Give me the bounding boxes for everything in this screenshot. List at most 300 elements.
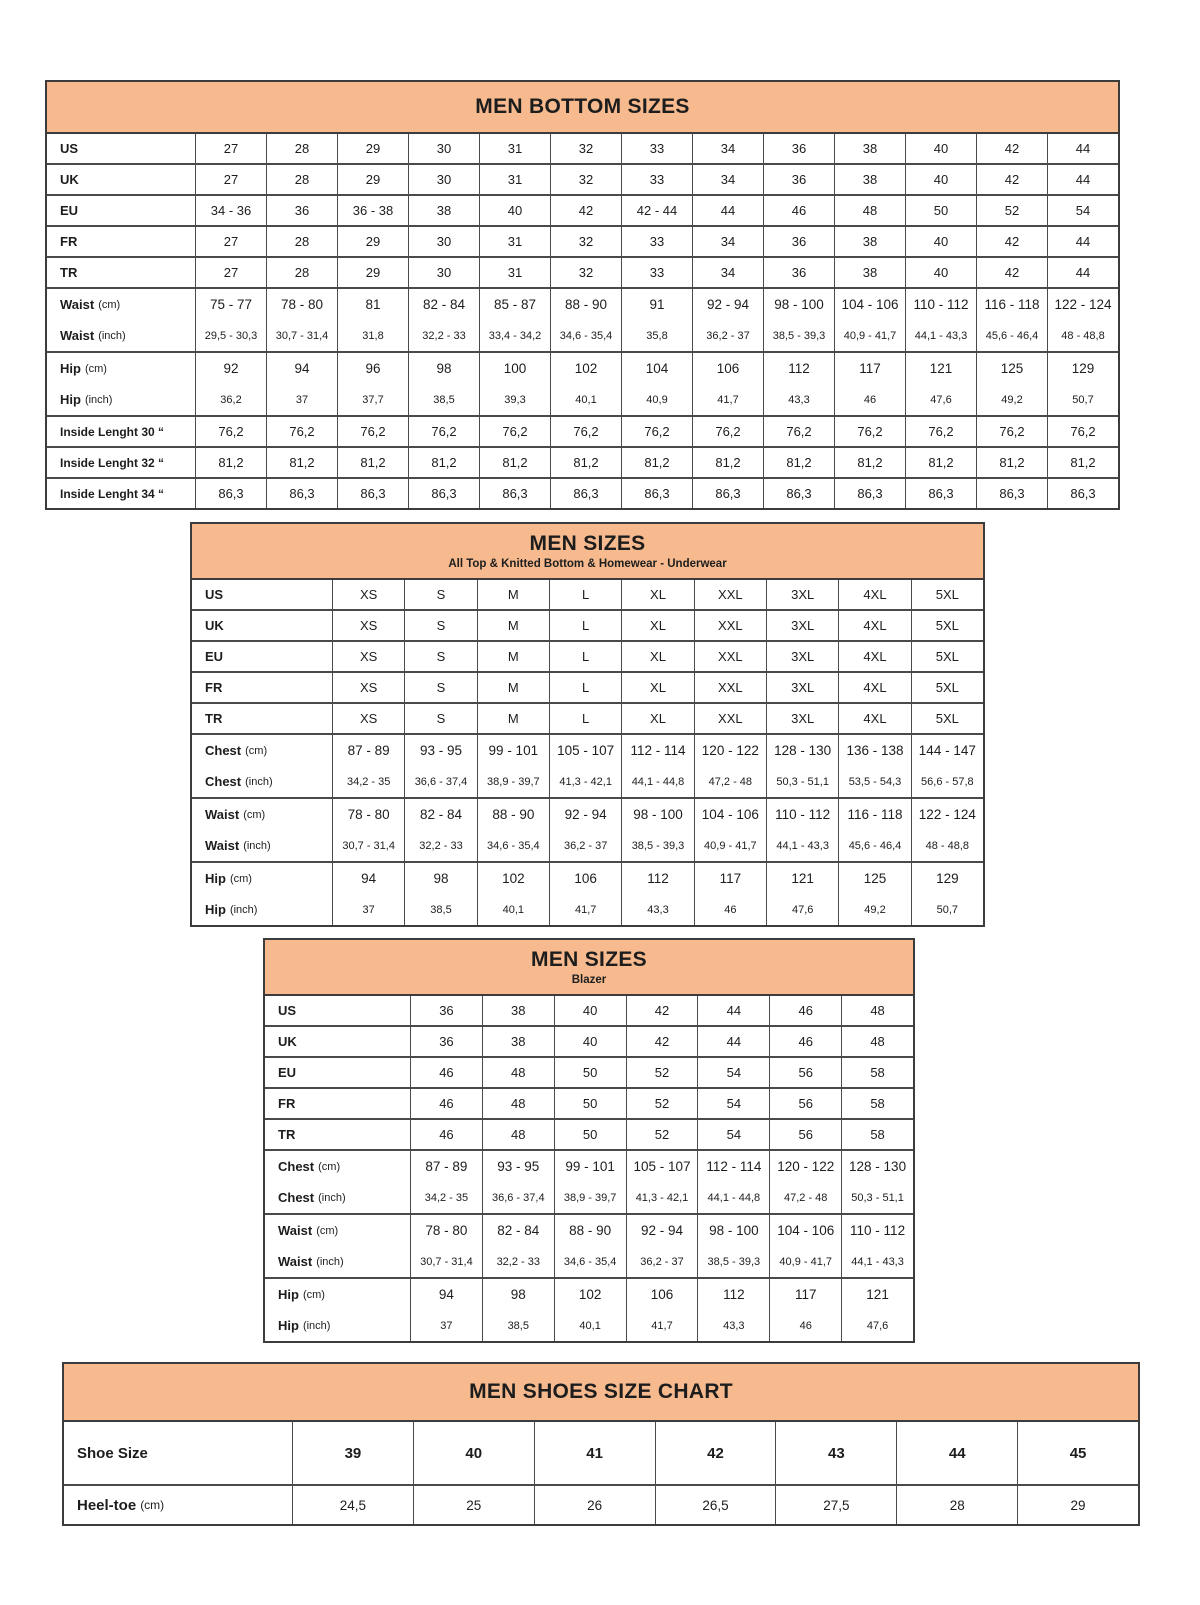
table-row: [265, 1182, 913, 1213]
value-cell: 3XL: [766, 611, 838, 640]
value-cell: 44,1 - 44,8: [697, 1182, 769, 1213]
row-label-text: Hip: [278, 1287, 299, 1302]
row-label: [265, 996, 410, 1025]
value-cell: 38,5: [482, 1310, 554, 1341]
row-label-text: UK: [278, 1034, 297, 1049]
value-cell: 76,2: [195, 417, 266, 446]
value-cell: 93 - 95: [404, 735, 476, 766]
value-cell: 98 - 100: [621, 799, 693, 830]
value-cell: 47,2 - 48: [694, 766, 766, 797]
table-row: [192, 830, 983, 861]
row-label-text: Waist: [278, 1254, 313, 1269]
value-cell: 104 - 106: [769, 1215, 841, 1246]
row-group: [47, 256, 1118, 287]
row-label: [265, 1182, 410, 1213]
value-cell: 38: [834, 134, 905, 163]
value-cell: 78 - 80: [266, 289, 337, 320]
value-cell: 76,2: [621, 417, 692, 446]
value-cell: 121: [766, 863, 838, 894]
value-cell: 81,2: [976, 448, 1047, 477]
row-group: [265, 1213, 913, 1277]
row-label: [47, 196, 195, 225]
value-cell: 34: [692, 134, 763, 163]
value-cell: 47,6: [766, 894, 838, 925]
row-label-unit: (inch): [98, 329, 126, 342]
value-cell: 58: [841, 1089, 913, 1118]
row-group: [47, 415, 1118, 446]
value-cell: 30,7 - 31,4: [266, 320, 337, 351]
value-cell: 29: [337, 258, 408, 287]
table-row: [47, 448, 1118, 477]
row-label: [192, 673, 332, 702]
value-cell: 40: [905, 165, 976, 194]
row-group: [47, 134, 1118, 163]
value-cell: 28: [266, 165, 337, 194]
value-cell: 41: [534, 1422, 655, 1484]
row-label-text: FR: [278, 1096, 296, 1111]
value-cell: 81,2: [905, 448, 976, 477]
value-cell: XS: [332, 704, 404, 733]
row-label-text: Heel-toe: [77, 1496, 137, 1514]
value-cell: 45,6 - 46,4: [976, 320, 1047, 351]
value-cell: XXL: [694, 642, 766, 671]
row-label: [192, 642, 332, 671]
value-cell: 87 - 89: [410, 1151, 482, 1182]
value-cell: 42: [976, 227, 1047, 256]
value-cell: 45,6 - 46,4: [838, 830, 910, 861]
row-group: [192, 861, 983, 925]
row-group: [265, 1087, 913, 1118]
value-cell: 144 - 147: [911, 735, 983, 766]
row-group: [265, 1056, 913, 1087]
value-cell: 42: [976, 134, 1047, 163]
value-cell: 27: [195, 258, 266, 287]
value-cell: 88 - 90: [550, 289, 621, 320]
value-cell: 40,1: [554, 1310, 626, 1341]
value-cell: 40,1: [550, 384, 621, 415]
value-cell: 76,2: [337, 417, 408, 446]
value-cell: S: [404, 611, 476, 640]
table-row: [47, 196, 1118, 225]
value-cell: 99 - 101: [477, 735, 549, 766]
value-cell: 30: [408, 134, 479, 163]
value-cell: 40: [479, 196, 550, 225]
value-cell: 34,6 - 35,4: [477, 830, 549, 861]
table-row: [265, 1215, 913, 1246]
value-cell: 76,2: [479, 417, 550, 446]
value-cell: 40: [554, 996, 626, 1025]
value-cell: S: [404, 704, 476, 733]
value-cell: L: [549, 611, 621, 640]
value-cell: 76,2: [763, 417, 834, 446]
row-label-text: EU: [60, 203, 79, 218]
value-cell: 32,2 - 33: [404, 830, 476, 861]
row-label-text: Waist: [278, 1223, 313, 1238]
value-cell: 44,1 - 43,3: [905, 320, 976, 351]
value-cell: 47,6: [841, 1310, 913, 1341]
value-cell: 38: [482, 996, 554, 1025]
value-cell: 50: [554, 1089, 626, 1118]
table-row: [265, 1089, 913, 1118]
value-cell: 86,3: [692, 479, 763, 508]
value-cell: 30,7 - 31,4: [410, 1246, 482, 1277]
value-cell: 104 - 106: [694, 799, 766, 830]
table-row: [192, 766, 983, 797]
value-cell: 38,9 - 39,7: [554, 1182, 626, 1213]
table-title: MEN SHOES SIZE CHART: [469, 1380, 733, 1403]
value-cell: S: [404, 580, 476, 609]
table-men-shoes: [62, 1362, 1140, 1526]
value-cell: 94: [410, 1279, 482, 1310]
row-label-text: UK: [60, 172, 79, 187]
value-cell: 28: [266, 258, 337, 287]
value-cell: 120 - 122: [769, 1151, 841, 1182]
value-cell: 38: [482, 1027, 554, 1056]
value-cell: 33: [621, 165, 692, 194]
value-cell: M: [477, 611, 549, 640]
value-cell: 86,3: [905, 479, 976, 508]
row-label: [47, 165, 195, 194]
value-cell: 86,3: [337, 479, 408, 508]
value-cell: 49,2: [976, 384, 1047, 415]
value-cell: 88 - 90: [477, 799, 549, 830]
row-group: [265, 1118, 913, 1149]
value-cell: M: [477, 580, 549, 609]
value-cell: 28: [266, 227, 337, 256]
table-row: [47, 227, 1118, 256]
value-cell: 43,3: [697, 1310, 769, 1341]
value-cell: 29: [337, 227, 408, 256]
value-cell: 53,5 - 54,3: [838, 766, 910, 797]
value-cell: 44: [697, 1027, 769, 1056]
value-cell: XXL: [694, 704, 766, 733]
value-cell: 122 - 124: [1047, 289, 1118, 320]
value-cell: 31,8: [337, 320, 408, 351]
value-cell: 46: [769, 996, 841, 1025]
row-label: [265, 1058, 410, 1087]
value-cell: 121: [841, 1279, 913, 1310]
value-cell: 86,3: [266, 479, 337, 508]
table-row: [192, 894, 983, 925]
row-label: [265, 1246, 410, 1277]
table-row: [265, 1027, 913, 1056]
row-label-unit: (cm): [98, 298, 121, 311]
value-cell: 98 - 100: [697, 1215, 769, 1246]
row-group: [47, 163, 1118, 194]
value-cell: 52: [626, 1089, 698, 1118]
row-label: [265, 1120, 410, 1149]
row-label: [47, 479, 195, 508]
value-cell: 4XL: [838, 673, 910, 702]
value-cell: 76,2: [905, 417, 976, 446]
value-cell: 76,2: [550, 417, 621, 446]
value-cell: 112: [697, 1279, 769, 1310]
table-header: [64, 1364, 1138, 1422]
row-group: [47, 287, 1118, 351]
value-cell: 3XL: [766, 673, 838, 702]
value-cell: 24,5: [292, 1486, 413, 1524]
value-cell: 27: [195, 227, 266, 256]
value-cell: 44,1 - 43,3: [766, 830, 838, 861]
value-cell: 50,3 - 51,1: [841, 1182, 913, 1213]
value-cell: 48: [482, 1089, 554, 1118]
value-cell: 46: [763, 196, 834, 225]
value-cell: 48: [482, 1058, 554, 1087]
value-cell: 78 - 80: [332, 799, 404, 830]
value-cell: 46: [410, 1120, 482, 1149]
row-label-unit: (inch): [316, 1255, 344, 1268]
value-cell: 87 - 89: [332, 735, 404, 766]
row-label-text: US: [205, 587, 224, 602]
value-cell: 5XL: [911, 704, 983, 733]
value-cell: 46: [410, 1058, 482, 1087]
value-cell: XL: [621, 611, 693, 640]
row-label: [192, 766, 332, 797]
table-men-bottom-sizes: [45, 80, 1120, 510]
value-cell: 125: [838, 863, 910, 894]
value-cell: 44: [692, 196, 763, 225]
value-cell: 81,2: [479, 448, 550, 477]
row-label-text: Waist: [205, 838, 240, 853]
value-cell: 41,7: [549, 894, 621, 925]
value-cell: 42: [976, 165, 1047, 194]
value-cell: 82 - 84: [404, 799, 476, 830]
value-cell: 117: [694, 863, 766, 894]
value-cell: 43,3: [763, 384, 834, 415]
value-cell: 36,6 - 37,4: [482, 1182, 554, 1213]
value-cell: 104 - 106: [834, 289, 905, 320]
row-group: [47, 446, 1118, 477]
value-cell: 47,6: [905, 384, 976, 415]
value-cell: 81,2: [834, 448, 905, 477]
value-cell: 98 - 100: [763, 289, 834, 320]
value-cell: 40: [554, 1027, 626, 1056]
value-cell: 98: [404, 863, 476, 894]
value-cell: 56: [769, 1058, 841, 1087]
value-cell: 38,5 - 39,3: [621, 830, 693, 861]
row-label-unit: (inch): [302, 1319, 331, 1332]
value-cell: 86,3: [763, 479, 834, 508]
value-cell: 44: [1047, 134, 1118, 163]
value-cell: 99 - 101: [554, 1151, 626, 1182]
table-row: [265, 1310, 913, 1341]
value-cell: 4XL: [838, 611, 910, 640]
table-row: [64, 1422, 1138, 1484]
value-cell: 33: [621, 227, 692, 256]
value-cell: 46: [694, 894, 766, 925]
value-cell: 34,2 - 35: [332, 766, 404, 797]
value-cell: 32: [550, 165, 621, 194]
row-label: [192, 894, 332, 925]
row-label-text: US: [278, 1003, 297, 1018]
value-cell: 27,5: [775, 1486, 896, 1524]
value-cell: 35,8: [621, 320, 692, 351]
value-cell: XL: [621, 580, 693, 609]
value-cell: 104: [621, 353, 692, 384]
table-row: [265, 996, 913, 1025]
value-cell: 52: [626, 1120, 698, 1149]
row-label: [192, 863, 332, 894]
value-cell: 40: [413, 1422, 534, 1484]
value-cell: 102: [554, 1279, 626, 1310]
row-label: [192, 799, 332, 830]
row-label-text: TR: [205, 711, 223, 726]
table-row: [265, 1151, 913, 1182]
value-cell: 40,9 - 41,7: [834, 320, 905, 351]
row-group: [64, 1484, 1138, 1524]
value-cell: 56: [769, 1089, 841, 1118]
value-cell: 112 - 114: [621, 735, 693, 766]
value-cell: 43,3: [621, 894, 693, 925]
value-cell: 56: [769, 1120, 841, 1149]
row-label: [192, 830, 332, 861]
value-cell: 37,7: [337, 384, 408, 415]
value-cell: 110 - 112: [841, 1215, 913, 1246]
row-label-text: UK: [205, 618, 224, 633]
table-row: [265, 1279, 913, 1310]
row-label-unit: (inch): [229, 903, 258, 916]
value-cell: 36: [763, 134, 834, 163]
row-label-text: Hip: [60, 392, 81, 407]
value-cell: 33: [621, 134, 692, 163]
value-cell: 129: [911, 863, 983, 894]
value-cell: 81,2: [337, 448, 408, 477]
row-label-unit: (inch): [84, 393, 113, 406]
value-cell: S: [404, 642, 476, 671]
value-cell: 25: [413, 1486, 534, 1524]
value-cell: XL: [621, 673, 693, 702]
value-cell: 44: [1047, 258, 1118, 287]
value-cell: 128 - 130: [841, 1151, 913, 1182]
value-cell: 40,9 - 41,7: [694, 830, 766, 861]
value-cell: 29: [337, 165, 408, 194]
value-cell: 38: [834, 258, 905, 287]
row-label-unit: (cm): [316, 1224, 339, 1237]
row-group: [47, 225, 1118, 256]
row-group: [192, 702, 983, 733]
value-cell: 86,3: [834, 479, 905, 508]
value-cell: 5XL: [911, 611, 983, 640]
row-label: [265, 1027, 410, 1056]
row-group: [47, 351, 1118, 415]
value-cell: M: [477, 704, 549, 733]
table-title: MEN SIZES: [529, 532, 646, 555]
value-cell: 37: [410, 1310, 482, 1341]
value-cell: 38: [834, 165, 905, 194]
row-label: [265, 1310, 410, 1341]
value-cell: 58: [841, 1058, 913, 1087]
table-row: [192, 799, 983, 830]
value-cell: 34 - 36: [195, 196, 266, 225]
value-cell: XL: [621, 642, 693, 671]
value-cell: 38,9 - 39,7: [477, 766, 549, 797]
value-cell: 36,2 - 37: [692, 320, 763, 351]
value-cell: 110 - 112: [766, 799, 838, 830]
value-cell: 34,6 - 35,4: [554, 1246, 626, 1277]
table-row: [47, 384, 1118, 415]
row-label: [47, 134, 195, 163]
value-cell: 46: [769, 1027, 841, 1056]
value-cell: 117: [834, 353, 905, 384]
row-group: [47, 194, 1118, 225]
row-label-text: FR: [60, 234, 78, 249]
value-cell: 27: [195, 165, 266, 194]
row-group: [192, 797, 983, 861]
row-label: [265, 1279, 410, 1310]
value-cell: 46: [834, 384, 905, 415]
row-label-unit: (inch): [245, 775, 273, 788]
table-row: [47, 165, 1118, 194]
value-cell: 34: [692, 258, 763, 287]
value-cell: 36,6 - 37,4: [404, 766, 476, 797]
value-cell: XL: [621, 704, 693, 733]
row-label: [47, 258, 195, 287]
value-cell: 36,2 - 37: [549, 830, 621, 861]
value-cell: 5XL: [911, 580, 983, 609]
row-label-text: Shoe Size: [77, 1444, 148, 1462]
value-cell: 36: [410, 1027, 482, 1056]
row-label-text: Waist: [205, 807, 240, 822]
value-cell: 38,5 - 39,3: [763, 320, 834, 351]
value-cell: 49,2: [838, 894, 910, 925]
table-title: MEN SIZES: [531, 948, 647, 971]
value-cell: 45: [1017, 1422, 1138, 1484]
value-cell: 3XL: [766, 704, 838, 733]
value-cell: 125: [976, 353, 1047, 384]
value-cell: 106: [626, 1279, 698, 1310]
value-cell: 41,3 - 42,1: [549, 766, 621, 797]
row-label: [47, 289, 195, 320]
row-label: [47, 384, 195, 415]
value-cell: 86,3: [621, 479, 692, 508]
value-cell: 44,1 - 43,3: [841, 1246, 913, 1277]
value-cell: 85 - 87: [479, 289, 550, 320]
value-cell: 117: [769, 1279, 841, 1310]
value-cell: 40,9 - 41,7: [769, 1246, 841, 1277]
value-cell: 36: [266, 196, 337, 225]
value-cell: 27: [195, 134, 266, 163]
value-cell: 38: [834, 227, 905, 256]
row-group: [265, 1149, 913, 1213]
value-cell: 5XL: [911, 673, 983, 702]
value-cell: 26: [534, 1486, 655, 1524]
value-cell: 76,2: [976, 417, 1047, 446]
value-cell: 4XL: [838, 704, 910, 733]
value-cell: 81,2: [266, 448, 337, 477]
row-label: [265, 1151, 410, 1182]
value-cell: 37: [332, 894, 404, 925]
row-group: [47, 477, 1118, 508]
value-cell: 36 - 38: [337, 196, 408, 225]
value-cell: 128 - 130: [766, 735, 838, 766]
row-label-unit: (inch): [243, 839, 271, 852]
row-label: [47, 227, 195, 256]
row-label-unit: (cm): [243, 808, 266, 821]
value-cell: XXL: [694, 580, 766, 609]
value-cell: 112: [621, 863, 693, 894]
value-cell: 40: [905, 227, 976, 256]
value-cell: 46: [410, 1089, 482, 1118]
row-label: [265, 1215, 410, 1246]
value-cell: 3XL: [766, 580, 838, 609]
value-cell: 33: [621, 258, 692, 287]
value-cell: L: [549, 642, 621, 671]
value-cell: 36: [410, 996, 482, 1025]
value-cell: 102: [550, 353, 621, 384]
table-row: [192, 580, 983, 609]
row-label-text: FR: [205, 680, 223, 695]
table-subtitle: Blazer: [571, 974, 607, 986]
